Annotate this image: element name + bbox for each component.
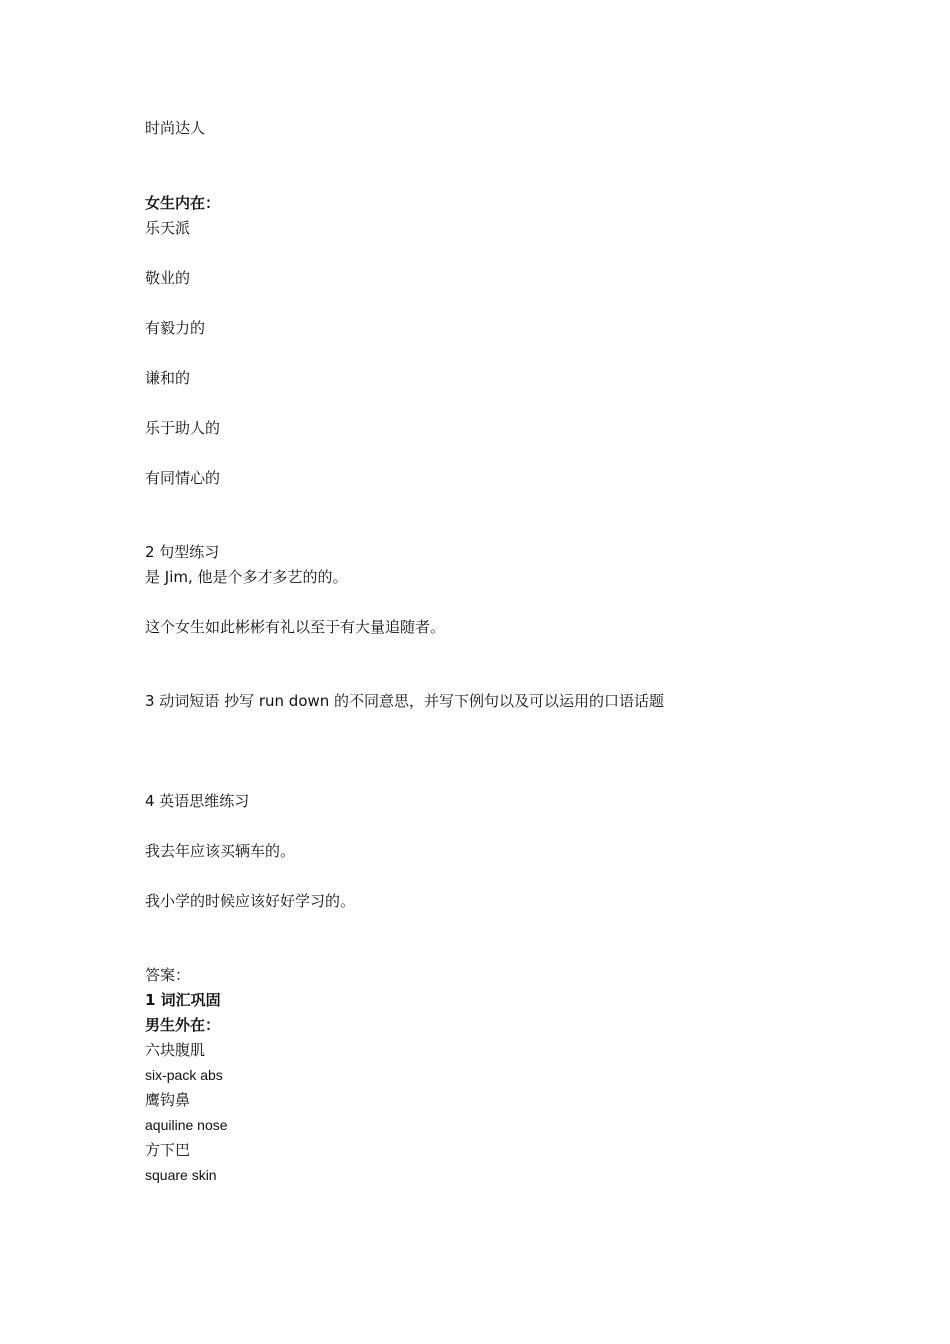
vocab-optimist: 乐天派 <box>145 219 191 237</box>
section-sentence-practice: 2 句型练习 <box>145 543 220 561</box>
sentence-polite-girl: 这个女生如此彬彬有礼以至于有大量追随者。 <box>145 618 446 636</box>
sentence-jim: 是 Jim, 他是个多才多艺的的。 <box>145 568 348 586</box>
answer-en-six-pack: six-pack abs <box>145 1067 223 1083</box>
vocab-sympathetic: 有同情心的 <box>145 469 221 487</box>
vocab-persevering: 有毅力的 <box>145 319 206 337</box>
answer-en-square-chin: square skin <box>145 1167 217 1183</box>
section-phrasal-verbs: 3 动词短语 抄写 run down 的不同意思，并写下例句以及可以运用的口语话题 <box>145 692 665 710</box>
sentence-buy-car: 我去年应该买辆车的。 <box>145 842 296 860</box>
vocab-helpful: 乐于助人的 <box>145 419 221 437</box>
answers-label: 答案： <box>145 966 191 984</box>
vocab-fashionista: 时尚达人 <box>145 119 206 137</box>
vocab-modest: 谦和的 <box>145 369 191 387</box>
heading-female-inner: 女生内在： <box>145 194 221 212</box>
sentence-study-hard: 我小学的时候应该好好学习的。 <box>145 892 356 910</box>
vocab-dedicated: 敬业的 <box>145 269 191 287</box>
answer-en-aquiline-nose: aquiline nose <box>145 1117 228 1133</box>
answer-cn-square-chin: 方下巴 <box>145 1141 191 1159</box>
answer-cn-aquiline-nose: 鹰钩鼻 <box>145 1091 191 1109</box>
answer-cn-six-pack: 六块腹肌 <box>145 1041 206 1059</box>
answers-male-outer-heading: 男生外在： <box>145 1016 221 1034</box>
section-english-thinking: 4 英语思维练习 <box>145 792 250 810</box>
answers-vocab-heading: 1 词汇巩固 <box>145 991 221 1009</box>
